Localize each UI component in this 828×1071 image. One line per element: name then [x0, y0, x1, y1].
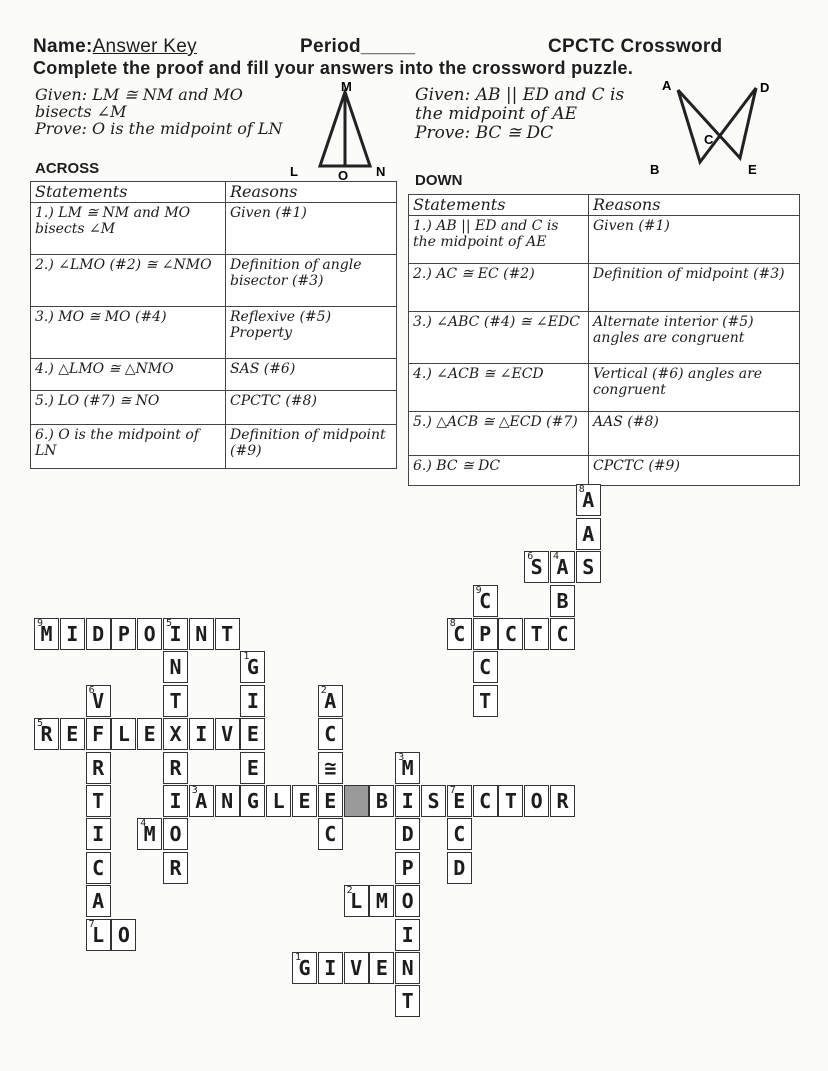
cell-letter: ≅ [324, 755, 337, 780]
crossword-cell [395, 985, 420, 1017]
crossword-cell [60, 618, 85, 650]
crossword-cell [292, 785, 317, 817]
cell-letter: I [169, 622, 182, 646]
crossword-cell [163, 718, 188, 750]
cell-letter: L [92, 922, 105, 947]
clue-number: 4 [553, 551, 560, 563]
crossword-cell [447, 852, 472, 884]
cell-letter: O [169, 822, 182, 847]
down-prove: Prove: BC ≅ DC [415, 123, 554, 143]
cell-letter: G [246, 655, 259, 680]
cell-letter: I [401, 789, 414, 813]
crossword-cell [86, 685, 111, 717]
statement-cell: 2.) ∠LMO (#2) ≅ ∠NMO [31, 255, 226, 307]
crossword-cell [163, 618, 188, 650]
cell-letter: L [350, 889, 363, 914]
crossword-cell [318, 718, 343, 750]
cell-letter: T [92, 789, 105, 813]
crossword-cell [421, 785, 446, 817]
cell-letter: C [479, 655, 492, 680]
crossword-cell [550, 618, 575, 650]
cell-letter: S [582, 555, 595, 580]
clue-number: 7 [88, 918, 95, 930]
clue-number: 2 [346, 885, 353, 897]
cell-letter: I [401, 922, 414, 947]
crossword-cell [550, 785, 575, 817]
crossword-cell [111, 718, 136, 750]
clue-number: 3 [398, 751, 405, 763]
cell-letter: T [401, 989, 414, 1014]
cell-letter: I [92, 822, 105, 847]
fig-label-n: N [376, 164, 386, 179]
crossword-cell [318, 685, 343, 717]
clue-number: 3 [191, 785, 198, 796]
crossword-cell [137, 618, 162, 650]
cell-letter: P [401, 855, 414, 880]
cell-letter: L [117, 722, 130, 747]
statement-cell: 3.) MO ≅ MO (#4) [31, 307, 226, 359]
crossword-cell [189, 618, 214, 650]
crossword-cell [473, 585, 498, 617]
crossword-cell [240, 785, 265, 817]
cell-letter: N [169, 655, 182, 680]
crossword-cell [86, 785, 111, 817]
statement-cell: 4.) △LMO ≅ △NMO [31, 359, 226, 391]
fig-label-l: L [290, 164, 298, 179]
cell-letter: D [401, 822, 414, 847]
crossword-cell [524, 618, 549, 650]
crossword-cell [395, 852, 420, 884]
cell-letter: O [143, 622, 156, 646]
crossword-cell [163, 752, 188, 784]
crossword-cell [189, 718, 214, 750]
statements-header: Statements [31, 182, 226, 203]
crossword-cell [344, 952, 369, 984]
cell-letter: A [195, 789, 208, 813]
cell-letter: N [195, 622, 208, 646]
clue-number: 5 [166, 618, 173, 629]
crossword-cell [86, 618, 111, 650]
cell-letter: V [92, 688, 105, 713]
crossword-cell [550, 585, 575, 617]
cell-letter: E [66, 722, 79, 747]
cell-letter: M [401, 755, 414, 780]
crossword-cell [86, 752, 111, 784]
crossword-cell [318, 752, 343, 784]
crossword-cell [111, 618, 136, 650]
crossword-cell [163, 818, 188, 850]
crossword-cell [447, 618, 472, 650]
statement-cell: 5.) LO (#7) ≅ NO [31, 391, 226, 425]
cell-letter: L [272, 789, 285, 813]
cell-letter: I [246, 688, 259, 713]
cell-letter: D [453, 855, 466, 880]
crossword-cell [86, 718, 111, 750]
crossword-cell [576, 551, 601, 583]
crossword-cell [137, 818, 162, 850]
cell-letter: G [246, 789, 259, 813]
clue-number: 6 [527, 551, 534, 563]
cell-letter: T [479, 688, 492, 713]
fig-label-c: C [704, 132, 714, 147]
crossword-cell [447, 818, 472, 850]
cell-letter: N [401, 956, 414, 980]
crossword-cell [86, 919, 111, 951]
cell-letter: I [169, 789, 182, 813]
clue-number: 7 [449, 785, 456, 796]
crossword-cell [369, 885, 394, 917]
crossword-cell [473, 618, 498, 650]
crossword-cell [524, 785, 549, 817]
crossword-cell [215, 718, 240, 750]
cell-letter: C [556, 622, 569, 646]
reasons-header: Reasons [226, 182, 397, 203]
crossword-cell [266, 785, 291, 817]
crossword-cell [189, 785, 214, 817]
cell-letter: B [556, 588, 569, 613]
cell-letter: R [556, 789, 569, 813]
reason-cell: Reflexive (#5) Property [226, 307, 397, 359]
statement-cell: 4.) ∠ACB ≅ ∠ECD [409, 364, 589, 412]
cell-letter: A [582, 488, 595, 513]
crossword-cell [498, 618, 523, 650]
crossword-cell [550, 551, 575, 583]
cell-letter: E [246, 755, 259, 780]
cell-letter: S [427, 789, 440, 813]
clue-number: 9 [37, 618, 44, 629]
period-label: Period_____ [300, 36, 416, 57]
cell-letter: M [143, 822, 156, 847]
crossword-cell [576, 518, 601, 550]
clue-number: 4 [140, 818, 147, 830]
crossword-cell [395, 885, 420, 917]
across-label: ACROSS [35, 160, 100, 177]
statement-cell: 1.) LM ≅ NM and MO bisects ∠M [31, 203, 226, 255]
reason-cell: CPCTC (#8) [226, 391, 397, 425]
down-given-line1: Given: AB || ED and C is [415, 85, 625, 105]
crossword-cell [318, 818, 343, 850]
clue-number: 1 [295, 952, 302, 963]
cell-letter: G [298, 956, 311, 980]
down-given-line2: the midpoint of AE [415, 104, 578, 124]
cell-letter: O [117, 922, 130, 947]
cell-letter: R [169, 755, 182, 780]
crossword-cell [292, 952, 317, 984]
fig-label-o: O [338, 168, 349, 180]
cell-letter: C [453, 822, 466, 847]
reason-cell: Definition of midpoint (#3) [589, 264, 800, 312]
crossword-cell [473, 651, 498, 683]
reason-cell: Alternate interior (#5) angles are congruent [589, 312, 800, 364]
name-label: Name: [33, 36, 93, 57]
cell-letter: C [479, 789, 492, 813]
crossword-cell [240, 718, 265, 750]
statement-cell: 6.) O is the midpoint of LN [31, 425, 226, 469]
crossword-cell [344, 885, 369, 917]
cell-letter: T [504, 789, 517, 813]
crossword-cell [395, 818, 420, 850]
cell-letter: O [530, 789, 543, 813]
crossword-cell [369, 952, 394, 984]
down-label: DOWN [415, 172, 463, 189]
cell-letter: X [169, 722, 182, 747]
crossword-cell [395, 952, 420, 984]
reason-cell: Definition of midpoint (#9) [226, 425, 397, 469]
statement-cell: 1.) AB || ED and C is the midpoint of AE [409, 216, 589, 264]
statement-cell: 2.) AC ≅ EC (#2) [409, 264, 589, 312]
cell-letter: C [504, 622, 517, 646]
clue-number: 6 [88, 684, 95, 696]
crossword-cell [86, 885, 111, 917]
cell-letter: E [246, 722, 259, 747]
reason-cell: Given (#1) [589, 216, 800, 264]
cell-letter: A [582, 521, 595, 546]
worksheet-title: CPCTC Crossword [548, 36, 723, 57]
fig-label-d: D [760, 80, 770, 95]
cell-letter: I [66, 622, 79, 646]
cell-letter: E [375, 956, 388, 980]
crossword-cell [344, 785, 369, 817]
crossword-cell [137, 718, 162, 750]
cell-letter: E [324, 789, 337, 813]
cell-letter: R [92, 755, 105, 780]
cell-letter: R [169, 855, 182, 880]
cell-letter: B [375, 789, 388, 813]
cell-letter: C [479, 588, 492, 613]
crossword-cell [215, 785, 240, 817]
crossword-cell [163, 852, 188, 884]
cell-letter: A [92, 889, 105, 914]
reason-cell: Vertical (#6) angles are congruent [589, 364, 800, 412]
crossword-cell [34, 618, 59, 650]
crossword-cell [163, 685, 188, 717]
crossword-cell [163, 651, 188, 683]
fig-label-b: B [650, 162, 660, 177]
cell-letter: P [117, 622, 130, 646]
cell-letter: M [375, 889, 388, 914]
statements-header: Statements [409, 195, 589, 216]
clue-number: 8 [578, 484, 585, 496]
reason-cell: Definition of angle bisector (#3) [226, 255, 397, 307]
cell-letter: P [479, 622, 492, 646]
cell-letter: A [556, 555, 569, 580]
clue-number: 9 [475, 584, 482, 596]
cell-letter: V [221, 722, 234, 747]
reason-cell: AAS (#8) [589, 412, 800, 456]
crossword-cell [240, 651, 265, 683]
across-given-line2: bisects ∠M [35, 102, 127, 121]
crossword-cell [473, 785, 498, 817]
cell-letter: C [324, 822, 337, 847]
crossword-cell [240, 752, 265, 784]
across-given-line1: Given: LM ≅ NM and MO [35, 85, 243, 104]
crossword-cell [369, 785, 394, 817]
statement-cell: 5.) △ACB ≅ △ECD (#7) [409, 412, 589, 456]
cell-letter: I [195, 722, 208, 747]
reason-cell: Given (#1) [226, 203, 397, 255]
crossword-cell [576, 484, 601, 516]
cell-letter: A [324, 688, 337, 713]
crossword-cell [215, 618, 240, 650]
clue-number: 1 [243, 651, 250, 663]
cell-letter: C [92, 855, 105, 880]
cell-letter: D [92, 622, 105, 646]
crossword-cell [111, 919, 136, 951]
cell-letter: F [92, 722, 105, 747]
cell-letter: C [324, 722, 337, 747]
crossword-cell [318, 952, 343, 984]
crossword-cell [498, 785, 523, 817]
across-prove: Prove: O is the midpoint of LN [35, 119, 283, 138]
cell-letter: I [324, 956, 337, 980]
crossword-cell [395, 919, 420, 951]
cell-letter: E [143, 722, 156, 747]
cell-letter: R [40, 722, 53, 747]
crossword-cell [86, 852, 111, 884]
crossword-cell [60, 718, 85, 750]
clue-number: 5 [37, 718, 44, 730]
crossword-cell [86, 818, 111, 850]
crossword-cell [524, 551, 549, 583]
fig-label-a: A [662, 78, 672, 93]
cell-letter: N [221, 789, 234, 813]
crossword-cell [318, 785, 343, 817]
cell-letter: M [40, 622, 53, 646]
clue-number: 2 [320, 684, 327, 696]
reason-cell: CPCTC (#9) [589, 456, 800, 486]
reasons-header: Reasons [589, 195, 800, 216]
crossword-cell [395, 752, 420, 784]
cell-letter: T [169, 688, 182, 713]
fig-label-m: M [341, 80, 352, 94]
crossword-cell [240, 685, 265, 717]
crossword-cell [395, 785, 420, 817]
cell-letter: E [298, 789, 311, 813]
statement-cell: 3.) ∠ABC (#4) ≅ ∠EDC [409, 312, 589, 364]
statement-cell: 6.) BC ≅ DC [409, 456, 589, 486]
cell-letter: T [530, 622, 543, 646]
crossword-cell [163, 785, 188, 817]
cell-letter: S [530, 555, 543, 580]
name-value: Answer Key [92, 36, 197, 57]
crossword-cell [34, 718, 59, 750]
cell-letter: C [453, 622, 466, 646]
crossword-cell [473, 685, 498, 717]
cell-letter: E [453, 789, 466, 813]
cell-letter: O [401, 889, 414, 914]
cell-letter: V [350, 956, 363, 980]
instructions: Complete the proof and fill your answers into the crossword puzzle. [33, 58, 634, 78]
clue-number: 8 [449, 618, 456, 629]
crossword-cell [447, 785, 472, 817]
reason-cell: SAS (#6) [226, 359, 397, 391]
cell-letter: T [221, 622, 234, 646]
fig-label-e: E [748, 162, 757, 177]
